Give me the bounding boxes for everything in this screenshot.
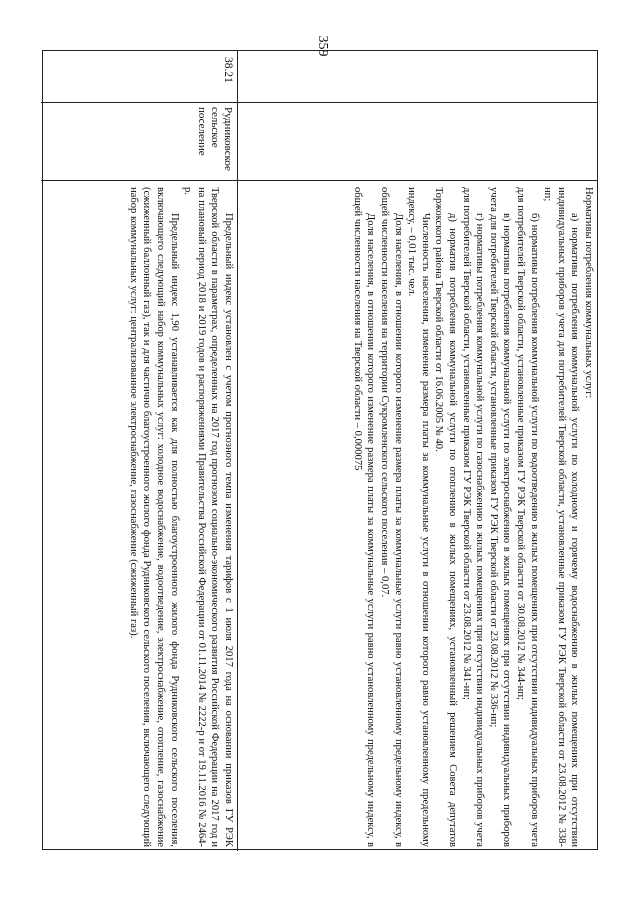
paragraph: Нормативы потребления коммунальных услуг:	[583, 187, 594, 399]
row-number-cell	[41, 51, 237, 103]
description-text	[126, 187, 235, 847]
municipality-name-cell	[238, 103, 597, 181]
description-cell	[41, 181, 237, 851]
paragraph: г) нормативы потребления коммунальной услуги по газоснабжению в жилых помещениях при отсутствии индивидуальных приборов учета для потребителей Тверской области, установленные приказом ГУ РЭК Тверской области от 23.08.2012 № 341-нп;	[460, 187, 486, 847]
paragraph: д) норматив потребления коммунальной услуги по отоплению в жилых помещениях, установленный решением Совета депутатов Торжокского района Тверской области от 16.06.2005 № 40.	[433, 187, 459, 847]
row-number: 38.21	[222, 57, 234, 83]
paragraph: б) нормативы потребления коммунальной услуги по водоотведению в жилых помещениях при отсутствии индивидуальных приборов учета для потребителей Тверской области, установленные приказом ГУ РЭК Тверской области от 30.08.2012 № 344-нп;	[515, 187, 540, 847]
municipality-table	[42, 50, 598, 850]
rotated-page	[42, 50, 598, 850]
table-row	[41, 51, 237, 851]
municipality-name-cell	[41, 103, 237, 181]
page-number: 359	[315, 35, 330, 57]
paragraph: в) нормативы потребления коммунальной услуги по электроснабжению в жилых помещениях при отсутствии индивидуальных приборов учета для потребителей Тверской области, установленные приказом ГУ РЭК Тверской области от 23.08.2012 № 336-нп;	[487, 187, 513, 847]
paragraph: Численность населения, изменение размера платы за коммунальные услуги в отношении которого равно установленному предельному индексу, – 0,01 тыс. чел.	[406, 187, 431, 847]
row-number-cell	[238, 51, 597, 103]
paragraph: Доля населения, в отношении которого изменение размера платы за коммунальные услуги равно установленному предельному индексу, в общей численности населения на территории Сукромленского сельского поселения – 0,07.	[379, 187, 404, 847]
table-row	[237, 51, 597, 851]
municipality-name: Рудниковское сельское поселение	[196, 107, 234, 171]
paragraph: Предельный индекс 1,90 устанавливается как для полностью благоустроенного жилого фонда Рудниковского сельского поселения, включающего следующий набор коммунальных услуг: холодное водоснабжение, водоотведение, электроснабжение, отопление, газоснабжение (сжиженный баллонный газ), так и для частично благоустроенного жилого фонда Рудниковского сельского поселения, включающего следующий набор коммунальных услуг: централизованное электроснабжение, газоснабжение (сжиженный газ).	[127, 187, 180, 847]
paragraph: Доля населения, в отношении которого изменение размера платы за коммунальные услуги равно установленному предельному индексу, в общей численности населения на Тверской области – 0,000075	[351, 187, 377, 847]
description-text	[350, 187, 595, 847]
paragraph: а) нормативы потребления коммунальной услуги по холодному и горячему водоснабжению в жилых помещениях при отсутствии индивидуальных приборов учета для потребителей Тверской области, установленные приказом ГУ РЭК Тверской области от 23.08.2012 № 338-нп;	[542, 187, 581, 847]
paragraph: Предельный индекс установлен с учетом прогнозного темпа изменения тарифов с 1 июля 2017 года на основании приказов ГУ РЭК Тверской области в параметрах, определенных на 2017 год прогнозом социально-экономического развития Российской Федерации на 2017 год и на плановый период 2018 и 2019 годов и распоряжениями Правительства Российской Федерации от 01.11.2014 № 2222-р и от 19.11.2016 № 2464-р.	[182, 187, 234, 847]
description-cell	[238, 181, 597, 851]
